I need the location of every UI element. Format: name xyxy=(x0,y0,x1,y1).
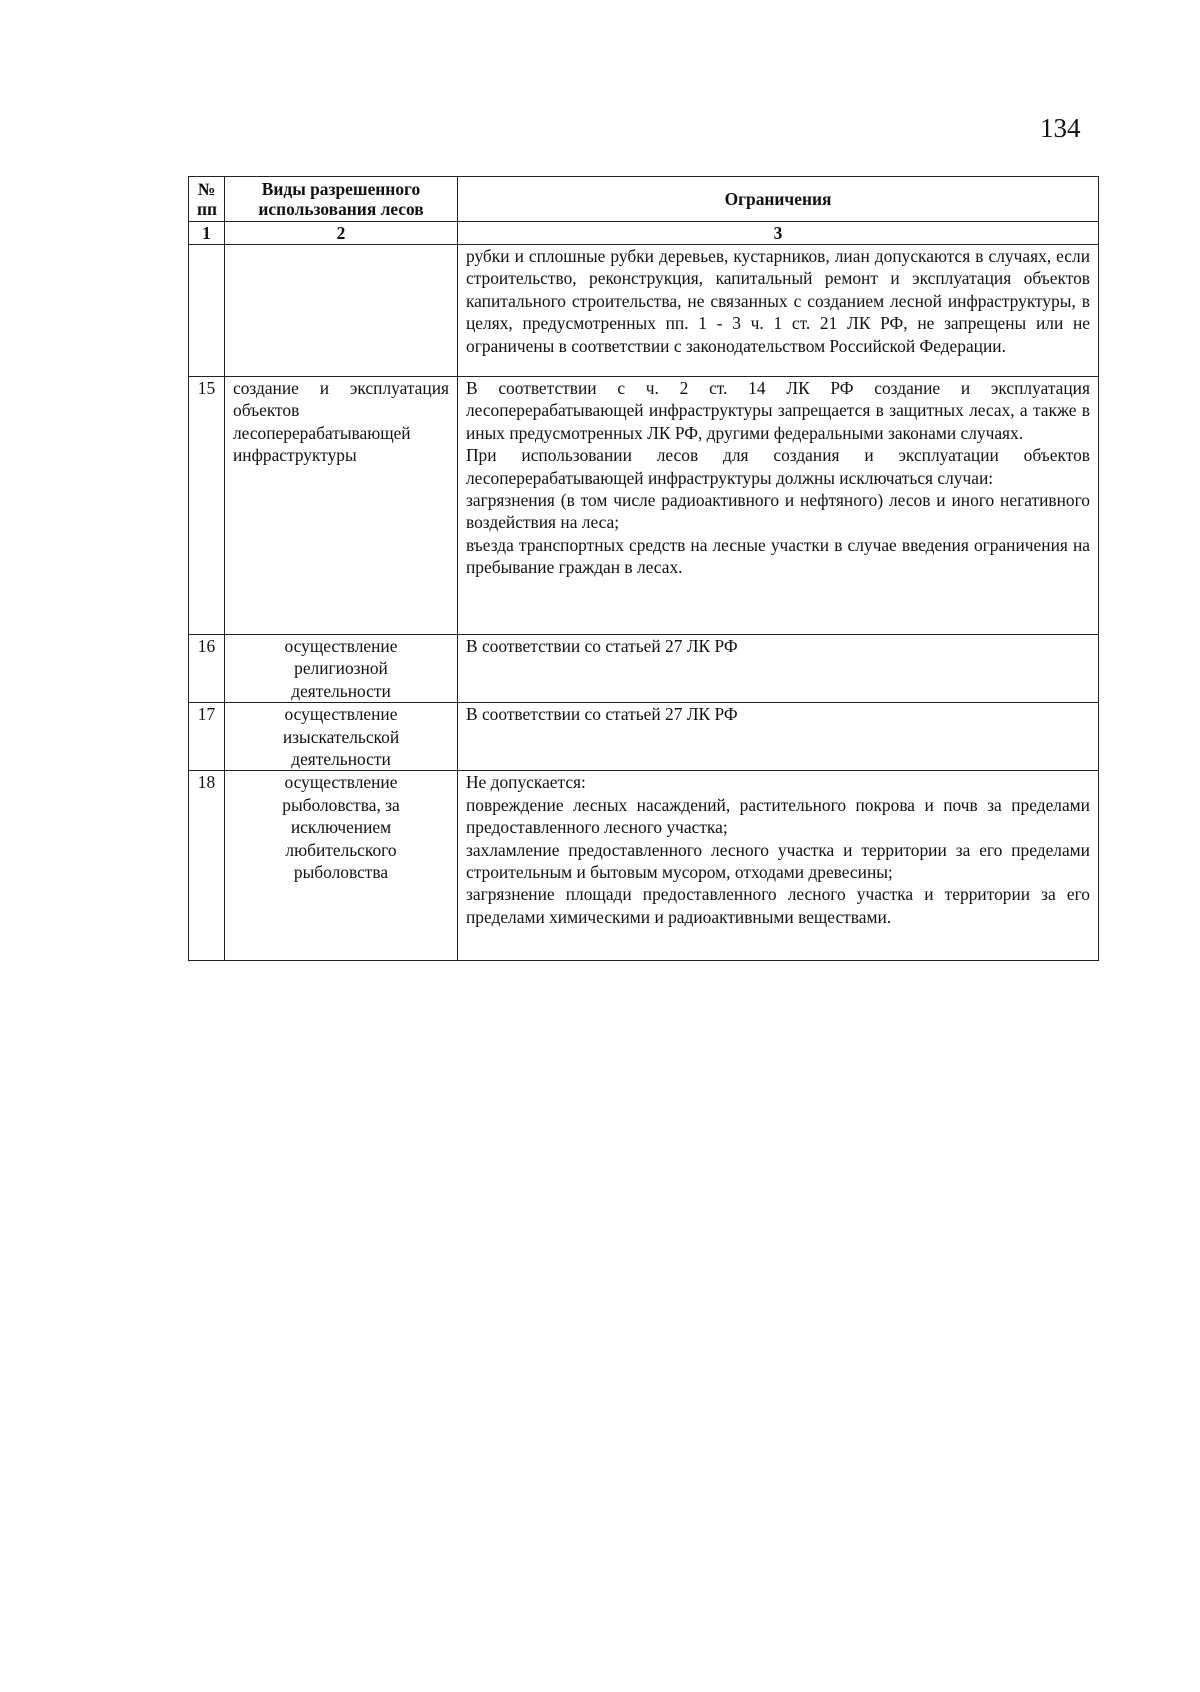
use-kind: осуществление рыболовства, за исключением любительского рыболовства xyxy=(225,771,458,961)
restriction-paragraph: При использовании лесов для создания и эксплуатации объектов лесоперерабатывающей инфраструктуры должны исключаться случаи: xyxy=(466,445,1090,488)
row-number: 16 xyxy=(189,635,225,703)
restriction-paragraph: В соответствии со статьей 27 ЛК РФ xyxy=(466,636,738,656)
restrictions-cell xyxy=(458,703,1099,771)
header-restrictions: Ограничения xyxy=(458,177,1099,222)
restriction-paragraph: В соответствии со статьей 27 ЛК РФ xyxy=(466,704,738,725)
restriction-paragraph: загрязнения (в том числе радиоактивного и нефтяного) лесов и иного негативного воздействия на леса; xyxy=(466,490,1090,533)
table-row xyxy=(189,703,1099,771)
row-number: 17 xyxy=(189,703,225,771)
table-row xyxy=(189,771,1099,961)
column-number: 1 xyxy=(189,222,225,245)
restriction-paragraph: рубки и сплошные рубки деревьев, кустарников, лиан допускаются в случаях, если строительство, реконструкция, капитальный ремонт и эксплуатация объектов капитального строительства, не связанных с созданием лесной инфраструктуры, в целях, предусмотренных пп. 1 - 3 ч. 1 ст. 21 ЛК РФ, не запрещены или не ограничены в соответствии с законодательством Российской Федерации. xyxy=(466,246,1090,356)
restriction-paragraph: въезда транспортных средств на лесные участки в случае введения ограничения на пребывание граждан в лесах. xyxy=(466,534,1090,578)
restrictions-cell xyxy=(458,377,1099,635)
restriction-paragraph: загрязнение площади предоставленного лесного участка и территории за его пределами химическими и радиоактивными веществами. xyxy=(466,884,1090,927)
table-row xyxy=(189,635,1099,703)
table-header-row xyxy=(189,177,1099,222)
restrictions-cell xyxy=(458,771,1099,961)
row-number: 18 xyxy=(189,771,225,961)
restrictions-cell xyxy=(458,635,1099,703)
column-number: 2 xyxy=(225,222,458,245)
row-number: 15 xyxy=(189,377,225,635)
table-row xyxy=(189,377,1099,635)
restriction-paragraph: В соответствии с ч. 2 ст. 14 ЛК РФ создание и эксплуатация лесоперерабатывающей инфраструктуры запрещается в защитных лесах, а также в иных предусмотренных ЛК РФ, другими федеральными законами случаях. xyxy=(466,378,1090,443)
column-number: 3 xyxy=(458,222,1099,245)
header-kind: Виды разрешенного использования лесов xyxy=(225,177,458,222)
use-kind: осуществление изыскательской деятельности xyxy=(225,703,458,771)
header-num: № пп xyxy=(189,177,225,222)
use-kind: создание и эксплуатация объектов лесоперерабатывающей инфраструктуры xyxy=(225,377,458,635)
restriction-paragraph: повреждение лесных насаждений, растительного покрова и почв за пределами предоставленного лесного участка; xyxy=(466,794,1090,838)
restrictions-table xyxy=(188,176,1099,961)
restriction-paragraph: Не допускается: xyxy=(466,772,586,793)
use-kind xyxy=(225,245,458,377)
page-number: 134 xyxy=(1040,113,1081,143)
table-row xyxy=(189,245,1099,377)
column-numbers-row xyxy=(189,222,1099,245)
restriction-paragraph: захламление предоставленного лесного участка и территории за его пределами строительным и бытовым мусором, отходами древесины; xyxy=(466,839,1090,883)
restrictions-cell xyxy=(458,245,1099,377)
use-kind: осуществление религиозной деятельности xyxy=(225,635,458,703)
row-number xyxy=(189,245,225,377)
